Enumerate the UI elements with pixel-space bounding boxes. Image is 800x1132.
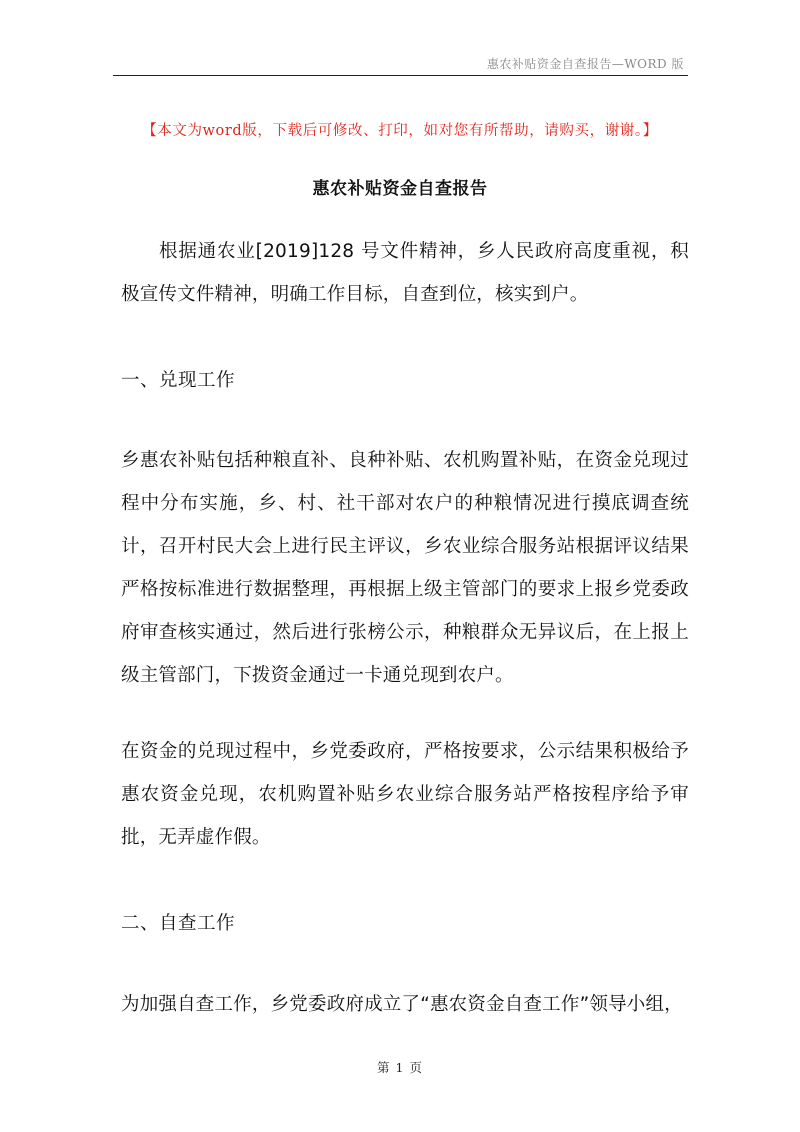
section-heading-1: 一、兑现工作	[121, 370, 236, 391]
intro-paragraph: 根据通农业[2019]128 号文件精神，乡人民政府高度重视，积极宣传文件精神，明确工作目标，自查到位，核实到户。	[121, 241, 689, 305]
section1-paragraph-1: 乡惠农补贴包括种粮直补、良种补贴、农机购置补贴，在资金兑现过程中分布实施，乡、村、社干部对农户的种粮情况进行摸底调查统计，召开村民大会上进行民主评议，乡农业综合服务站根据评议结果严格按标准进行数据整理，再根据上级主管部门的要求上报乡党委政府审查核实通过，然后进行张榜公示，种粮群众无异议后，在上报上级主管部门，下拨资金通过一卡通兑现到农户。	[121, 450, 689, 686]
header-divider	[113, 75, 688, 76]
document-title: 惠农补贴资金自查报告	[312, 179, 488, 199]
purchase-notice: 【本文为word版，下载后可修改、打印，如对您有所帮助，请购买，谢谢。】	[142, 123, 658, 139]
section-heading-2: 二、自查工作	[121, 913, 236, 934]
page-number: 第 1 页	[377, 1060, 423, 1075]
running-header: 惠农补贴资金自查报告—WORD 版	[486, 57, 684, 71]
section1-paragraph-2: 在资金的兑现过程中，乡党委政府，严格按要求，公示结果积极给予惠农资金兑现，农机购置补贴乡农业综合服务站严格按程序给予审批，无弄虚作假。	[121, 741, 689, 848]
section2-paragraph-1: 为加强自查工作，乡党委政府成立了“惠农资金自查工作”领导小组，	[121, 994, 683, 1015]
